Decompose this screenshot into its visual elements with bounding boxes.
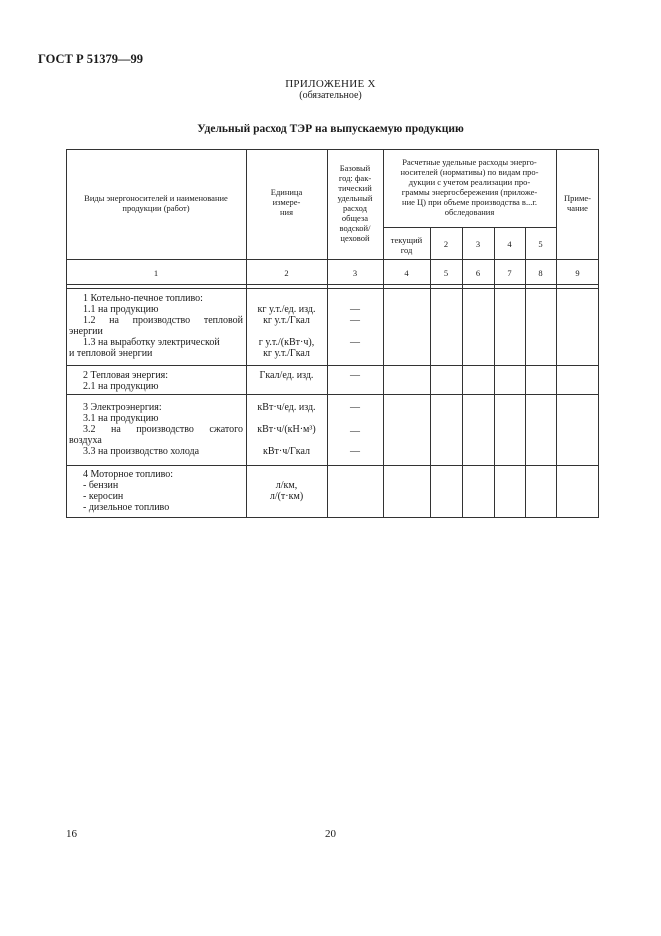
section-1-item: 1.2 на производство тепловой [83, 315, 243, 326]
header-col2-line: Единица [270, 187, 303, 197]
table-border-top [66, 149, 599, 150]
unit-1-3: г у.т./(кВт·ч), [258, 337, 315, 348]
header-current-line: текущий [390, 235, 423, 245]
section-1-title: 1 Котельно-печное топливо: [83, 293, 203, 304]
header-year-3: 3 [475, 239, 481, 249]
col-number-2: 2 [284, 268, 289, 278]
table-title: Удельный расход ТЭР на выпускаемую продукцию [197, 123, 464, 135]
section-2-item: 2.1 на продукцию [83, 381, 159, 392]
col-number-1: 1 [153, 268, 159, 278]
table-border-bottom [66, 517, 599, 518]
section-1-item: 1.1 на продукцию [83, 304, 159, 315]
section-4-item: - бензин [83, 480, 119, 491]
header-col1-line: Виды энергоносителей и наименование [84, 193, 228, 203]
header-bottom-line [66, 259, 599, 260]
unit-4-1b: л/(т·км) [269, 491, 304, 502]
header-col2 [246, 187, 327, 217]
header-col3-line: цеховой [340, 233, 370, 243]
header-col3-line: год: фак- [338, 173, 372, 183]
section-2-line [66, 394, 599, 395]
section-3-line [66, 465, 599, 466]
header-group-line: носителей (нормативы) по видам про- [400, 167, 539, 177]
consumption-table [66, 149, 599, 518]
section-1-item-cont: энергии [69, 326, 103, 337]
dash-1-2: — [350, 315, 360, 326]
header-group-line: граммы энергосбережения (приложе- [401, 187, 538, 197]
col-number-7: 7 [507, 268, 512, 278]
section-3-item: 3.3 на производство холода [83, 446, 200, 457]
document-id: ГОСТ Р 51379—99 [38, 52, 144, 66]
header-col2-line: ния [279, 207, 293, 217]
unit-2-1: Гкал/ед. изд. [259, 370, 314, 381]
section-4-item: - керосин [83, 491, 124, 502]
section-4-title: 4 Моторное топливо: [83, 469, 174, 480]
section-2-title: 2 Тепловая энергия: [83, 370, 169, 381]
header-year-5: 5 [538, 239, 543, 249]
section-1-item-cont: и тепловой энергии [69, 348, 153, 359]
header-group [383, 157, 556, 217]
page-number-left: 16 [66, 828, 77, 840]
header-col3-line: водской/ [339, 223, 371, 233]
header-group-line: дукции с учетом реализации про- [408, 177, 531, 187]
header-col1-line: продукции (работ) [122, 203, 190, 213]
dash-1-3: — [350, 337, 360, 348]
section-1-item: 1.3 на выработку электрической [83, 337, 220, 348]
header-year-2: 2 [443, 239, 449, 249]
header-col1 [66, 193, 246, 213]
header-col3-line: тический [338, 183, 372, 193]
header-col3 [327, 163, 383, 243]
dash-3-1: — [350, 402, 360, 413]
header-year-4: 4 [507, 239, 512, 249]
unit-3-1: кВт·ч/ед. изд. [257, 402, 316, 413]
header-col3-line: расход [343, 203, 367, 213]
unit-1-2: кг у.т./Гкал [263, 315, 310, 326]
header-group-line: обследования [444, 207, 495, 217]
section-3-title: 3 Электроэнергия: [83, 402, 162, 413]
col-number-3: 3 [352, 268, 358, 278]
appendix-title: ПРИЛОЖЕНИЕ Х [285, 78, 376, 90]
section-1-line [66, 365, 599, 366]
appendix-note: (обязательное) [299, 90, 362, 101]
col-number-4: 4 [404, 268, 409, 278]
header-group-line: Расчетные удельные расходы энерго- [402, 157, 537, 167]
dash-3-2: — [350, 426, 360, 437]
header-col3-line: удельный [337, 193, 373, 203]
unit-1-1: кг у.т./ед. изд. [257, 304, 316, 315]
section-4-item: - дизельное топливо [83, 502, 170, 513]
dash-3-3: — [350, 446, 360, 457]
header-col9-line: чание [567, 203, 588, 213]
unit-4-1: л/км, [275, 480, 298, 491]
col-number-8: 8 [538, 268, 543, 278]
section-3-item: 3.1 на продукцию [83, 413, 159, 424]
section-3-item-cont: воздуха [69, 435, 102, 446]
col-number-6: 6 [475, 268, 481, 278]
header-col9 [556, 193, 599, 213]
dash-2-1: — [350, 370, 360, 381]
header-col2-line: измере- [272, 197, 301, 207]
header-col3-line: Базовый [339, 163, 371, 173]
header-current-year [383, 235, 430, 255]
header-current-line: год [400, 245, 413, 255]
group-header-sep [383, 227, 556, 228]
header-group-line: ние Ц) при объеме производства в...г. [402, 197, 537, 207]
header-col9-line: Приме- [564, 193, 591, 203]
unit-3-2: кВт·ч/(кН·м³) [257, 424, 316, 435]
header-col3-line: общеза [341, 213, 369, 223]
section-3-item: 3.2 на производство сжатого [83, 424, 243, 435]
col-number-5: 5 [443, 268, 449, 278]
unit-1-3b: кг у.т./Гкал [263, 348, 310, 359]
number-row-line [66, 284, 599, 285]
dash-1-1: — [350, 304, 360, 315]
unit-3-3: кВт·ч/Гкал [262, 446, 311, 457]
col-number-9: 9 [575, 268, 580, 278]
number-row-line-double [66, 288, 599, 289]
page-number-center: 20 [325, 828, 336, 840]
